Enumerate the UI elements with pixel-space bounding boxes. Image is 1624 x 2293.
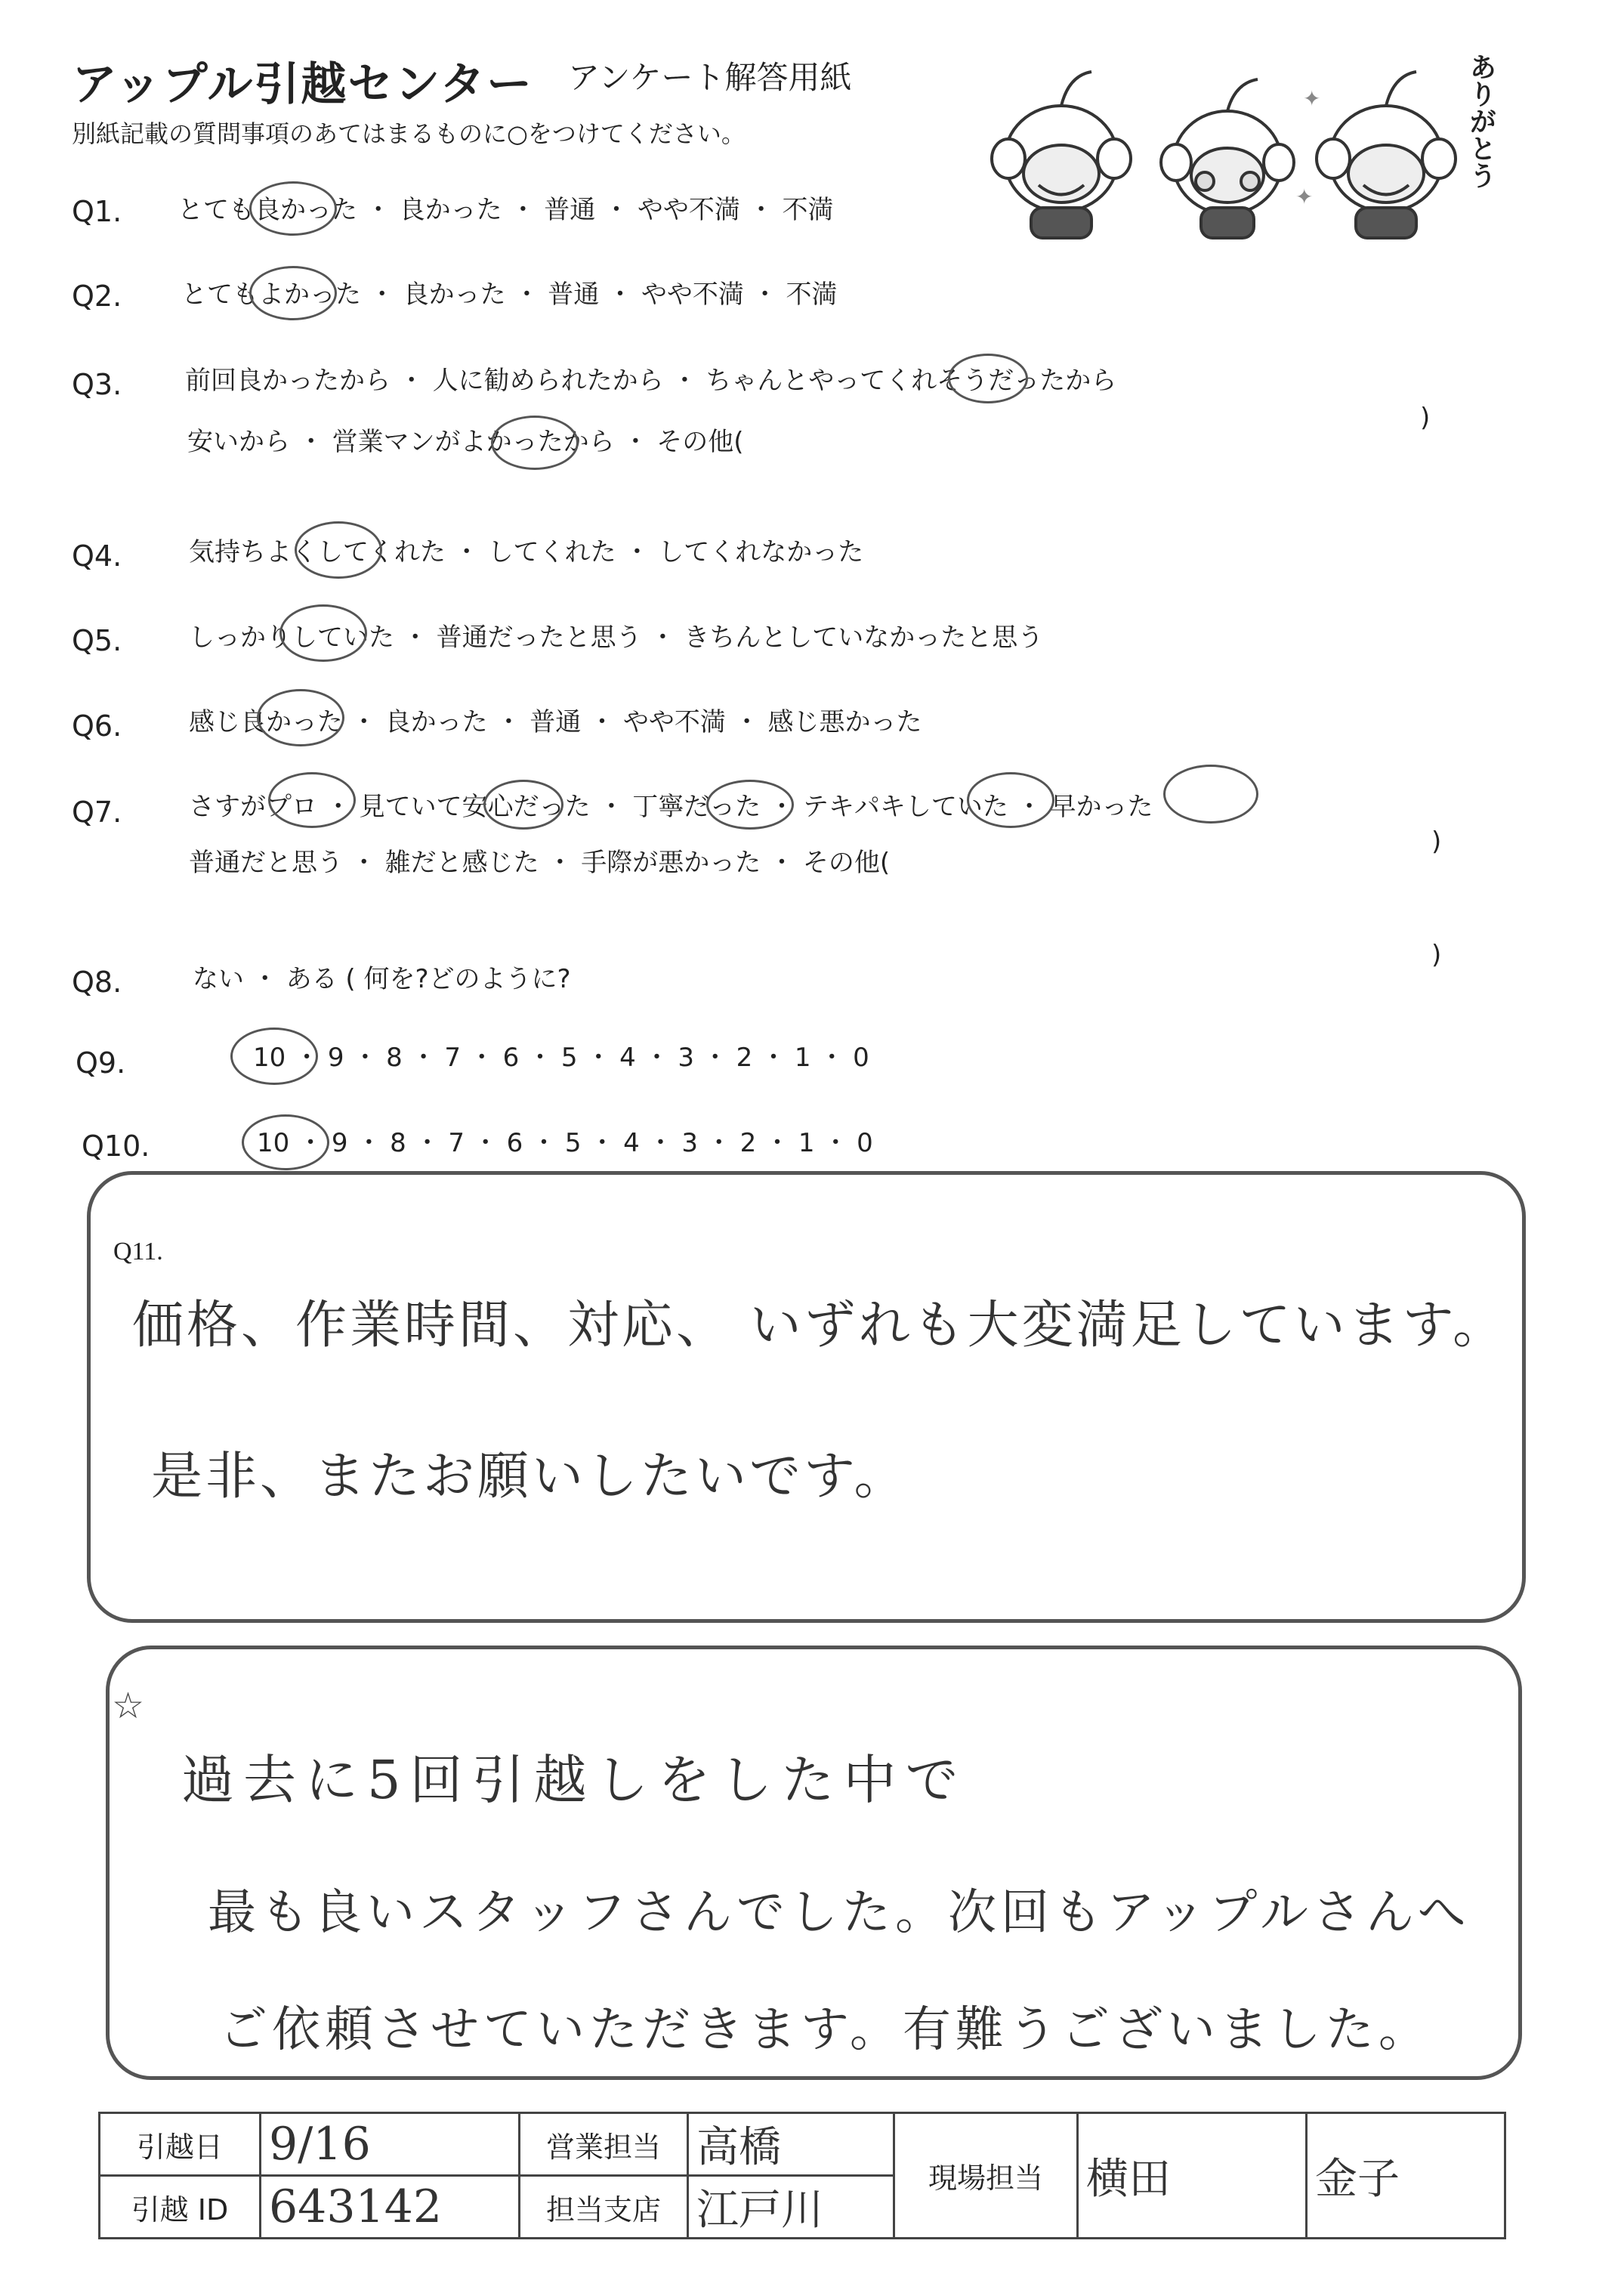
extra-handwritten-line2: 最も良いスタッフさんでした。次回もアップルさんへ [208,1885,1471,1941]
answer-circle [948,354,1028,403]
q10-number: Q10. [82,1130,150,1163]
svg-text:✦: ✦ [1295,184,1314,209]
move-id-label: 引越 ID [100,2176,261,2239]
q8-number: Q8. [72,966,122,999]
answer-circle [249,266,337,320]
q8-close-paren: ) [1431,940,1442,970]
branch-value: 江戸川 [688,2176,894,2239]
site-staff-label: 現場担当 [894,2113,1078,2239]
move-date-value: 9/16 [261,2113,520,2176]
mascot-illustration [978,45,1507,242]
q8-options[interactable]: ない ・ ある ( 何を?どのように? [193,964,571,994]
answer-circle [249,181,337,236]
svg-text:✦: ✦ [1303,86,1321,111]
q11-label: Q11. [113,1238,163,1265]
q9-scale[interactable]: 10 ・ 9 ・ 8 ・ 7 ・ 6 ・ 5 ・ 4 ・ 3 ・ 2 ・ 1 ・ 0 [253,1043,869,1073]
q2-number: Q2. [72,280,122,313]
q11-handwritten-line1: 価格、作業時間、対応、 いずれも大変満足しています。 [132,1296,1508,1355]
answer-circle [268,772,356,828]
answer-circle [242,1114,329,1170]
q5-options[interactable]: しっかりしていた ・ 普通だったと思う ・ きちんとしていなかったと思う [189,623,1044,653]
q4-options[interactable]: 気持ちよくしてくれた ・ してくれた ・ してくれなかった [189,537,864,567]
staff-info-table [98,2112,1506,2239]
extra-handwritten-line3: ご依頼させていただきます。有難うございました。 [219,2002,1431,2058]
branch-label: 担当支店 [520,2176,688,2239]
q10-scale[interactable]: 10 ・ 9 ・ 8 ・ 7 ・ 6 ・ 5 ・ 4 ・ 3 ・ 2 ・ 1 ・ 0 [257,1128,873,1158]
q9-number: Q9. [76,1046,126,1080]
q3-options-line1[interactable]: 前回良かったから ・ 人に勧められたから ・ ちゃんとやってくれそうだったから [185,366,1117,396]
move-id-value: 643142 [261,2176,520,2239]
form-subtitle: アンケート解答用紙 [568,59,852,96]
q1-options[interactable]: とても良かった ・ 良かった ・ 普通 ・ やや不満 ・ 不満 [178,195,834,225]
q11-comment-box[interactable] [87,1171,1526,1623]
q7-options-line1[interactable]: さすがプロ ・ 見ていて安心だった ・ 丁寧だった ・ テキパキしていた ・ 早かった [189,792,1153,822]
q4-number: Q4. [72,539,122,573]
star-icon: ☆ [112,1685,145,1727]
q6-number: Q6. [72,709,122,743]
answer-circle [967,772,1054,828]
site-staff-value-2: 金子 [1307,2113,1505,2239]
sales-rep-value: 高橋 [688,2113,894,2176]
q11-handwritten-line2: 是非、またお願いしたいです。 [151,1447,909,1507]
extra-handwritten-line1: 過去に5回引越しをした中で [181,1749,968,1811]
q7-options-line2[interactable]: 普通だと思う ・ 雑だと感じた ・ 手際が悪かった ・ その他( [189,848,891,878]
q7-number: Q7. [72,796,122,829]
q7-close-paren: ) [1431,827,1442,857]
sales-rep-label: 営業担当 [520,2113,688,2176]
q3-number: Q3. [72,368,122,401]
answer-circle [279,604,367,662]
q1-number: Q1. [72,195,122,228]
answer-circle [706,780,794,830]
q3-options-line2[interactable]: 安いから ・ 営業マンがよかったから ・ その他( [187,427,744,457]
answer-circle [491,416,579,470]
answer-circle [257,689,344,746]
answer-circle [230,1028,318,1085]
answer-circle [295,521,382,579]
move-date-label: 引越日 [100,2113,261,2176]
q6-options[interactable]: 感じ良かった ・ 良かった ・ 普通 ・ やや不満 ・ 感じ悪かった [189,707,922,737]
answer-circle [483,780,563,830]
company-title: アップル引越センター [72,58,533,111]
mascot-caption: ありがとう [1465,53,1496,189]
instruction-text: 別紙記載の質問事項のあてはまるものに○をつけてください。 [72,119,746,148]
answer-circle [1163,765,1258,824]
q5-number: Q5. [72,624,122,657]
q2-options[interactable]: とてもよかった ・ 良かった ・ 普通 ・ やや不満 ・ 不満 [181,280,838,310]
q3-close-paren: ) [1420,403,1431,433]
site-staff-value-1: 横田 [1078,2113,1307,2239]
table-row [100,2113,1505,2176]
